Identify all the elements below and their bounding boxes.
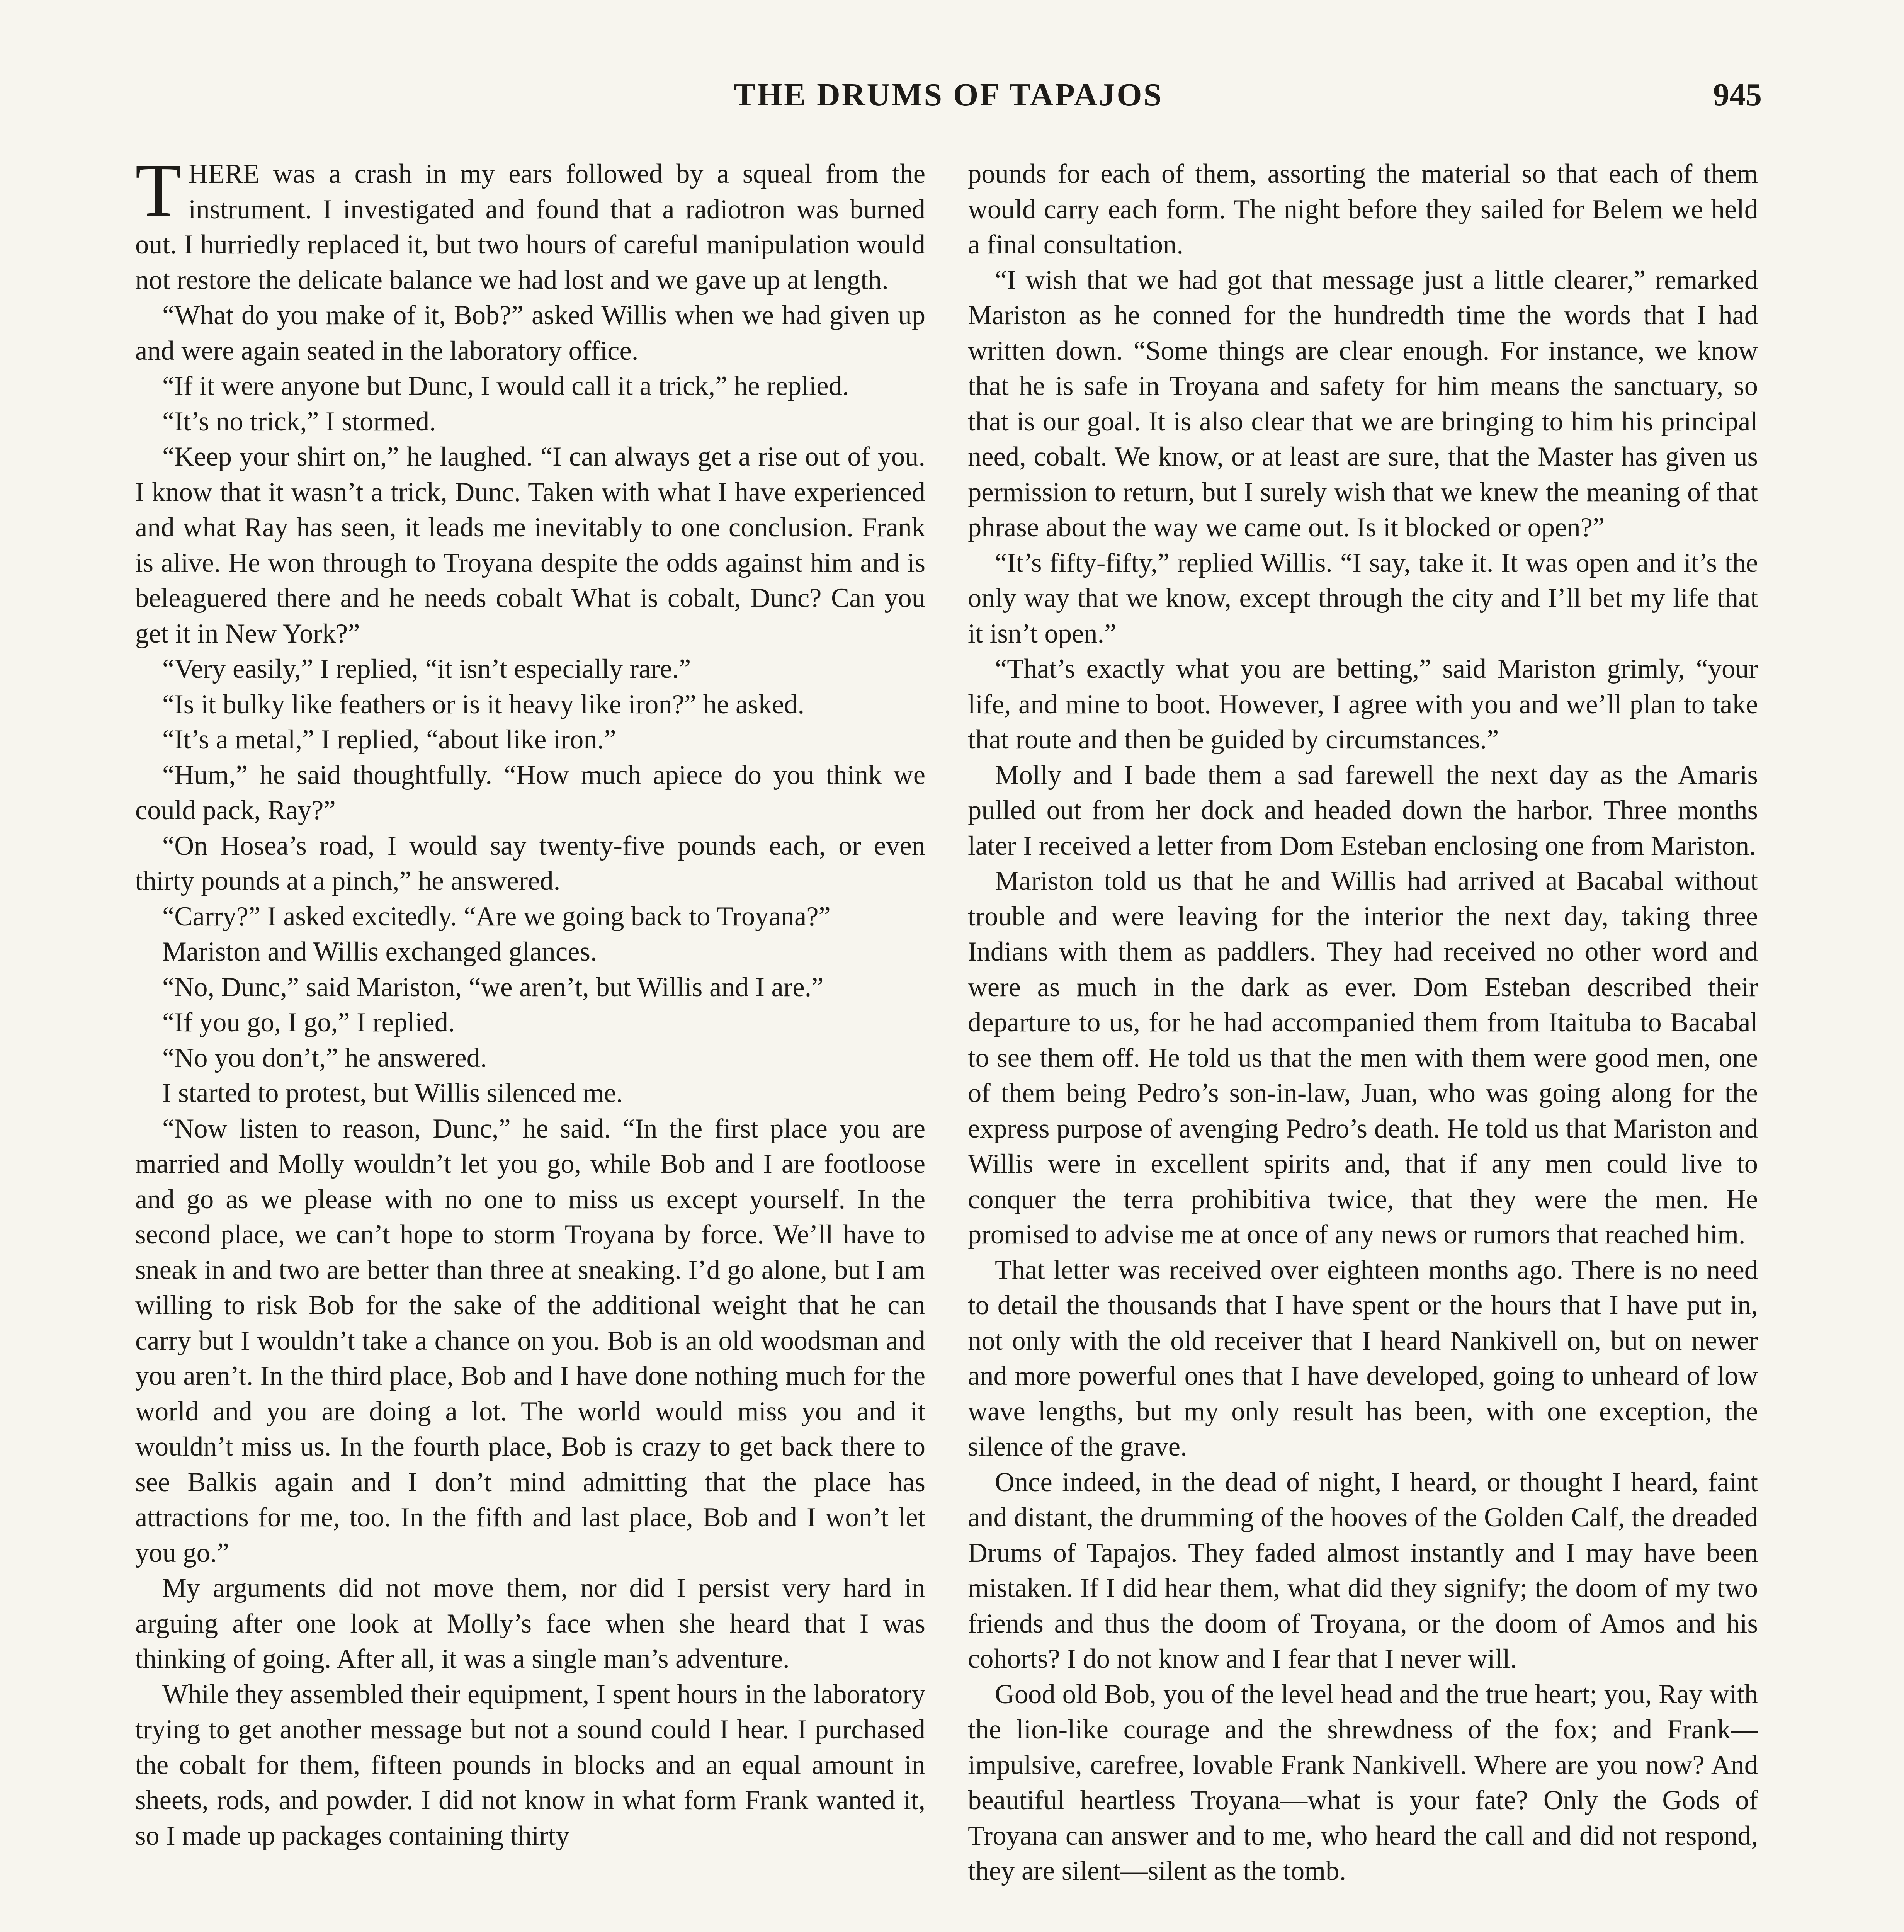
paragraph: Molly and I bade them a sad farewell the next day as the Amaris pulled out from her dock and headed down the harbor. Three months later I received a letter from Dom Esteban enclosing one from Mariston. — [968, 760, 1758, 861]
paragraph: “It’s no trick,” I stormed. — [162, 406, 436, 437]
left-column — [135, 156, 925, 1932]
paragraph: “I wish that we had got that message just a little clearer,” remarked Mariston as he conned for the hundredth time the words that I had written down. “Some things are clear enough. For instance, we know that he is safe in Troyana and safety for him means the sanctuary, so that is our goal. It is also clear that we are bringing to him his principal need, cobalt. We know, or at least are sure, that the Master has given us permission to return, but I surely wish that we knew the meaning of that phrase about the way we came out. Is it blocked or open?” — [968, 265, 1758, 543]
paragraph: “It’s a metal,” I replied, “about like iron.” — [162, 724, 616, 755]
paragraph: “If it were anyone but Dunc, I would call it a trick,” he replied. — [162, 371, 849, 401]
paragraph: “Very easily,” I replied, “it isn’t especially rare.” — [162, 654, 691, 684]
paragraph: Good old Bob, you of the level head and the true heart; you, Ray with the lion-like courage and the shrewdness of the fox; and Frank—impulsive, carefree, lovable Frank Nankivell. Where are you now? And beautiful heartless Troyana—what is your fate? Only the Gods of Troyana can answer and to me, who heard the call and did not respond, they are silent—silent as the tomb. — [968, 1679, 1758, 1886]
paragraph: “If you go, I go,” I replied. — [162, 1007, 455, 1037]
paragraph: “Carry?” I asked excitedly. “Are we going back to Troyana?” — [162, 901, 831, 932]
page-number: 945 — [1713, 77, 1762, 113]
paragraph: “On Hosea’s road, I would say twenty-five pounds each, or even thirty pounds at a pinch,” he answered. — [135, 830, 925, 896]
paragraph: While they assembled their equipment, I spent hours in the laboratory trying to get another message but not a sound could I hear. I purchased the cobalt for them, fifteen pounds in blocks and an equal amount in sheets, rods, and powder. I did not know in what form Frank wanted it, so I made up packages containing thirty — [135, 1679, 925, 1851]
paragraph: Mariston and Willis exchanged glances. — [162, 937, 597, 967]
page-header — [135, 76, 1762, 134]
paragraph: Mariston told us that he and Willis had arrived at Bacabal without trouble and were leaving for the interior the next day, taking three Indians with them as paddlers. They had received no other word and were as much in the dark as ever. Dom Esteban described their departure to us, for he had accompanied them from Itaituba to Bacabal to see them off. He told us that the men with them were good men, one of them being Pedro’s son-in-law, Juan, who was going along for the express purpose of avenging Pedro’s death. He told us that Mariston and Willis were in excellent spirits and, that if any men could live to conquer the terra prohibitiva twice, that they were the men. He promised to advise me at once of any news or rumors that reached him. — [968, 866, 1758, 1250]
paragraph: “Keep your shirt on,” he laughed. “I can always get a rise out of you. I know that it wasn’t a trick, Dunc. Taken with what I have experienced and what Ray has seen, it leads me inevitably to one conclusion. Frank is alive. He won through to Troyana despite the odds against him and is beleaguered there and he needs cobalt What is cobalt, Dunc? Can you get it in New York?” — [135, 442, 925, 649]
paragraph — [135, 156, 925, 298]
paragraph: My arguments did not move them, nor did I persist very hard in arguing after one look at Molly’s face when she heard that I was thinking of going. After all, it was a single man’s adventure. — [135, 1573, 925, 1674]
paragraph: “It’s fifty-fifty,” replied Willis. “I say, take it. It was open and it’s the only way that we know, except through the city and I’ll bet my life that it isn’t open.” — [968, 548, 1758, 649]
paragraph: That letter was received over eighteen months ago. There is no need to detail the thousands that I have spent or the hours that I have put in, not only with the old receiver that I heard Nankivell on, but on newer and more powerful ones that I have developed, going to unheard of low wave lengths, but my only result has been, with one exception, the silence of the grave. — [968, 1255, 1758, 1462]
paragraph-text: HERE was a crash in my ears followed by a squeal from the instrument. I investigated and found that a radiotron was burned out. I hurriedly replaced it, but two hours of careful manipulation would not restore the delicate balance we had lost and we gave up at length. — [135, 159, 925, 295]
paragraph: “What do you make of it, Bob?” asked Willis when we had given up and were again seated in the laboratory office. — [135, 300, 925, 366]
paragraph: I started to protest, but Willis silenced me. — [162, 1078, 623, 1108]
paragraph: “Hum,” he said thoughtfully. “How much apiece do you think we could pack, Ray?” — [135, 760, 925, 825]
drop-cap: T — [135, 156, 182, 232]
paragraph: “That’s exactly what you are betting,” said Mariston grimly, “your life, and mine to boot. However, I agree with you and we’ll plan to take that route and then be guided by circumstances.” — [968, 654, 1758, 755]
paragraph: “No you don’t,” he answered. — [162, 1043, 487, 1073]
paragraph: Once indeed, in the dead of night, I heard, or thought I heard, faint and distant, the drumming of the hooves of the Golden Calf, the dreaded Drums of Tapajos. They faded almost instantly and I may have been mistaken. If I did hear them, what did they signify; the doom of my two friends and thus the doom of Troyana, or the doom of Amos and his cohorts? I do not know and I fear that I never will. — [968, 1467, 1758, 1674]
paragraph: “No, Dunc,” said Mariston, “we aren’t, but Willis and I are.” — [162, 972, 824, 1002]
running-title: THE DRUMS OF TAPAJOS — [734, 77, 1163, 113]
paragraph: pounds for each of them, assorting the material so that each of them would carry each form. The night before they sailed for Belem we held a final consultation. — [968, 159, 1758, 260]
paragraph: “Now listen to reason, Dunc,” he said. “In the first place you are married and Molly wouldn’t let you go, while Bob and I are footloose and go as we please with no one to miss us except yourself. In the second place, we can’t hope to storm Troyana by force. We’ll have to sneak in and two are better than three at sneaking. I’d go alone, but I am willing to risk Bob for the sake of the additional weight that he can carry but I wouldn’t take a chance on you. Bob is an old woodsman and you aren’t. In the third place, Bob and I have done nothing much for the world and you are doing a lot. The world would miss you and it wouldn’t miss us. In the fourth place, Bob is crazy to get back there to see Balkis again and I don’t mind admitting that the place has attractions for me, too. In the fifth and last place, Bob and I won’t let you go.” — [135, 1113, 925, 1568]
paragraph: “Is it bulky like feathers or is it heavy like iron?” he asked. — [162, 689, 805, 719]
right-column — [968, 156, 1758, 1932]
